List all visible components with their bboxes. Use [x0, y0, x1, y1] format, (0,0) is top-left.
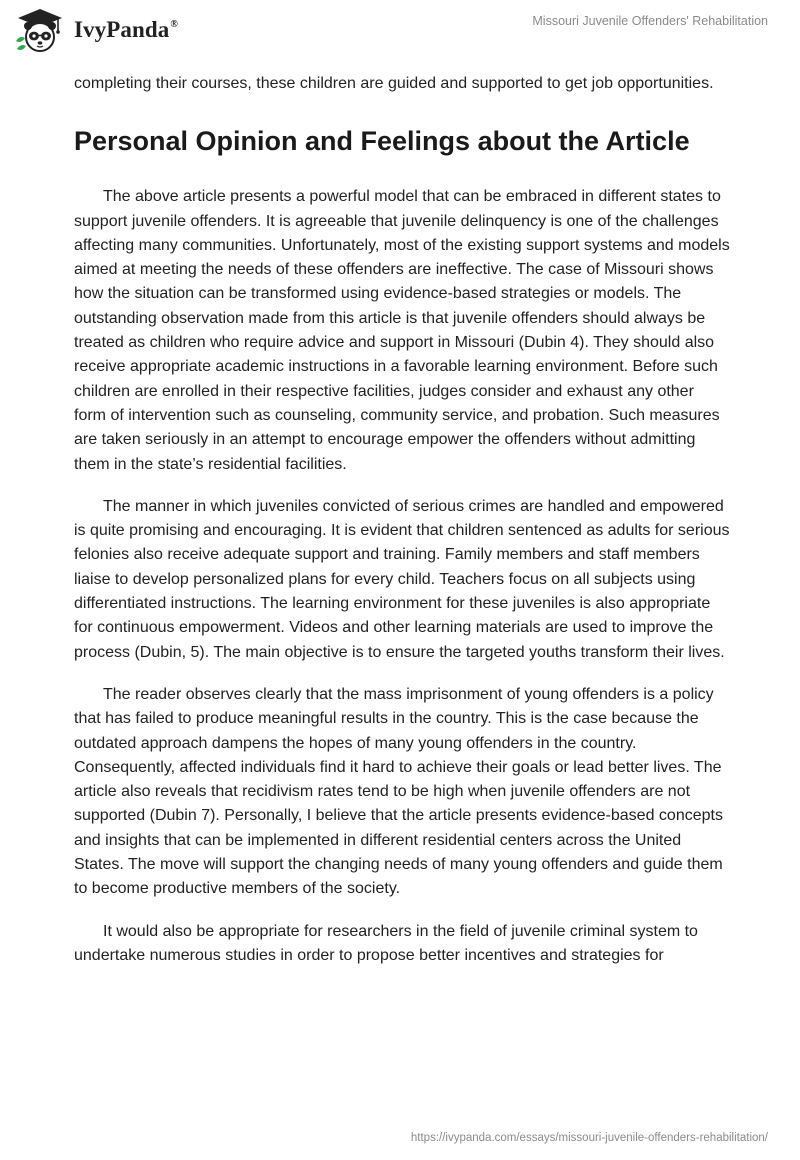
source-url[interactable]: https://ivypanda.com/essays/missouri-juvenile-offenders-rehabilitation/	[410, 1132, 768, 1144]
continuation-paragraph: completing their courses, these children are guided and supported to get job opportunities.	[74, 75, 714, 92]
paragraph-2: The manner in which juveniles convicted of serious crimes are handled and empowered is quite promising and encouraging. It is evident that children sentenced as adults for serious felonies also receive adequate support and training. Family members and staff members liaise to develop personalized plans for every child. Teachers focus on all subjects using differentiated instructions. The learning environment for these juveniles is also appropriate for continuous empowerment. Videos and other learning materials are used to improve the process (Dubin, 5). The main objective is to ensure the targeted youths transform their lives.	[74, 497, 730, 661]
brand-name: IvyPanda®	[74, 17, 178, 42]
panda-graduate-icon	[14, 7, 66, 53]
document-title: Missouri Juvenile Offenders' Rehabilitation	[532, 14, 768, 28]
section-heading: Personal Opinion and Feelings about the Article	[74, 126, 690, 157]
page-header	[0, 0, 800, 68]
paragraph-3: The reader observes clearly that the mass imprisonment of young offenders is a policy that has failed to produce meaningful results in the country. This is the case because the outdated approach dampens the hopes of many young offenders in the country. Consequently, affected individuals find it hard to achieve their goals or lead better lives. The article also reveals that recidivism rates tend to be high when juvenile offenders are not supported (Dubin 7). Personally, I believe that the article presents evidence-based concepts and insights that can be implemented in different residential centers across the United States. The move will support the changing needs of many young offenders and guide them to become productive members of the society.	[74, 685, 723, 898]
article-body	[74, 72, 730, 968]
paragraph-4: It would also be appropriate for researchers in the field of juvenile criminal system to undertake numerous studies in order to propose better incentives and strategies for	[74, 922, 698, 964]
registered-mark: ®	[170, 19, 178, 30]
paragraph-1: The above article presents a powerful model that can be embraced in different states to support juvenile offenders. It is agreeable that juvenile delinquency is one of the challenges affecting many communities. Unfortunately, most of the existing support systems and models aimed at meeting the needs of these offenders are ineffective. The case of Missouri shows how the situation can be transformed using evidence-based strategies or models. The outstanding observation made from this article is that juvenile offenders should always be treated as children who require advice and support in Missouri (Dubin 4). They should also receive appropriate academic instructions in a favorable learning environment. Before such children are enrolled in their respective facilities, judges consider and exhaust any other form of intervention such as counseling, community service, and probation. Such measures are taken seriously in an attempt to encourage empower the offenders without admitting them in the state’s residential facilities.	[74, 188, 730, 473]
ivypanda-logo[interactable]	[14, 7, 178, 53]
